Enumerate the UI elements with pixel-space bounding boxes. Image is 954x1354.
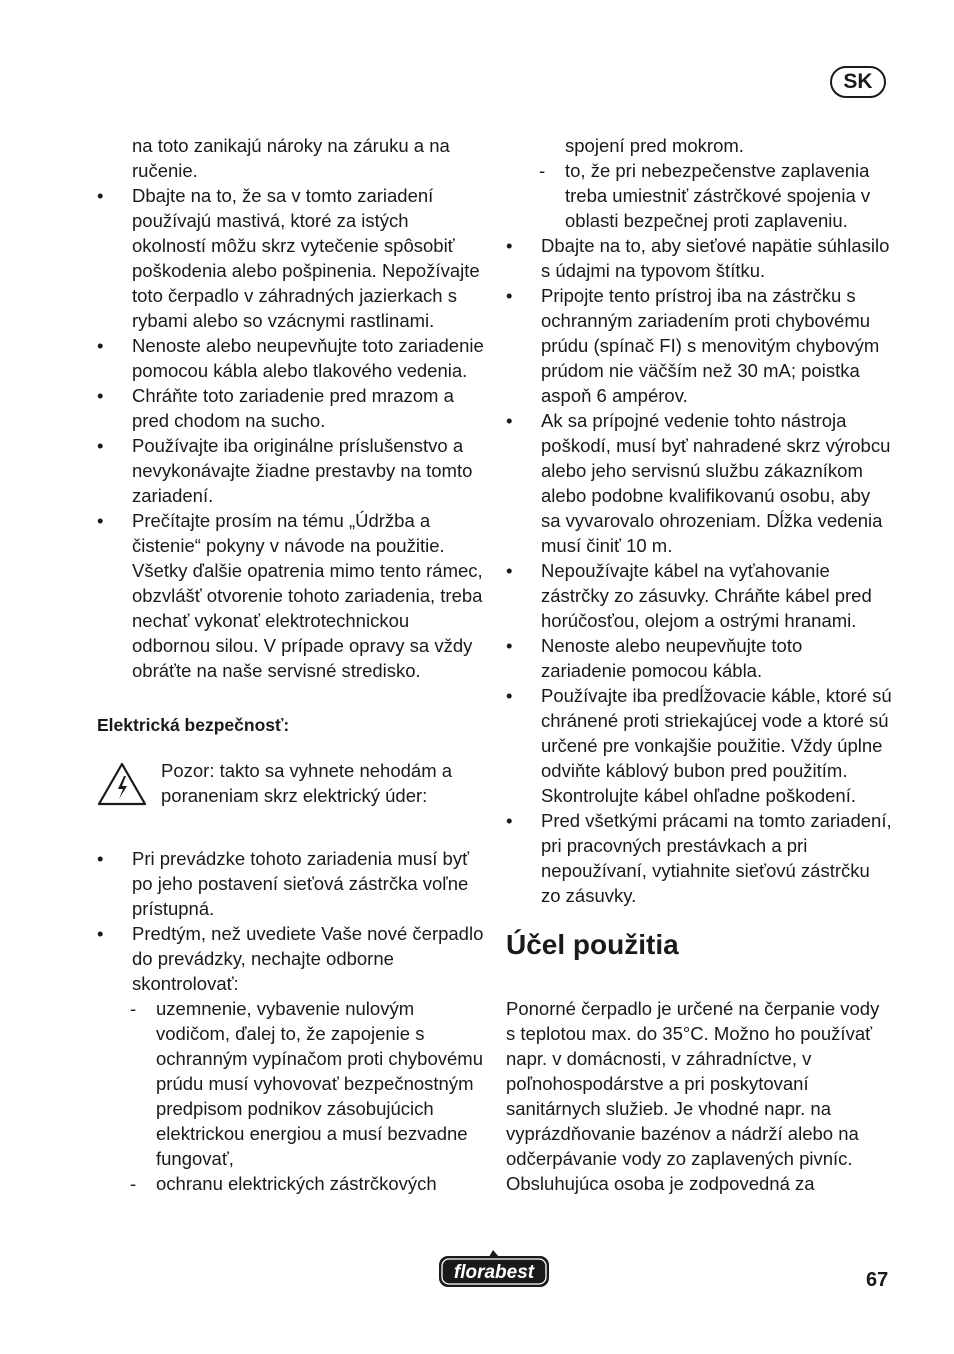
list-item: • Chráňte toto zariadenie pred mrazom a pred chodom na sucho. — [97, 385, 454, 431]
list-item: • Používajte iba originálne príslušenstvo a nevykonávajte žiadne prestavby na tomto zariadení. — [97, 435, 473, 506]
list-item: • Nepoužívajte kábel na vyťahovanie zástrčky zo zásuvky. Chráňte kábel pred horúčosťou, olejom a ostrými hranami. — [506, 560, 872, 631]
list-item: • Pri prevádzke tohoto zariadenia musí byť po jeho postavení sieťová zástrčka voľne prístupná. — [97, 848, 470, 919]
sub-list-item: - to, že pri nebezpečenstve zaplavenia treba umiestniť zástrčkové spojenia v oblasti bezpečnej proti zaplaveniu. — [539, 160, 871, 231]
page-number: 67 — [866, 1269, 889, 1291]
list-item: • Predtým, než uvediete Vaše nové čerpadlo do prevádzky, nechajte odborne skontrolovať: — [97, 923, 484, 994]
logo-text: florabest — [453, 1262, 535, 1283]
sub-list-item: - ochranu elektrických zástrčkových — [130, 1173, 437, 1194]
list-item: • Pred všetkými prácami na tomto zariadení, pri pracovných prestávkach a pri nepoužívaní, vytiahnite sieťovú zástrčku zo zásuvky. — [506, 810, 892, 906]
left-column — [97, 133, 487, 1196]
florabest-logo — [437, 1248, 551, 1290]
list-item: • Ak sa prípojné vedenie tohto nástroja poškodí, musí byť nahradené skrz výrobcu alebo jeho servisnú službu zákazníkom alebo podobne kvalifikovanú osobu, aby sa vyvarovalo ohrozeniam. Dĺžka vedenia musí činiť 10 m. — [506, 410, 891, 556]
list-item: • Nenoste alebo neupevňujte toto zariadenie pomocou kábla. — [506, 635, 803, 681]
paragraph: Obsluhujúca osoba je zodpovedná za — [506, 1173, 815, 1194]
list-item: • Prečítajte prosím na tému „Údržba a čistenie“ pokyny v návode na použitie. Všetky ďalšie opatrenia mimo tento rámec, obzvlášť otvorenie tohoto zariadenia, treba nechať vykonať elektrotechnickou odbornou silou. V prípade opravy sa vždy obráťte na naše servisné stredisko. — [97, 510, 483, 681]
warning-note — [97, 758, 487, 808]
right-column — [506, 133, 892, 1196]
continued-text: spojení pred mokrom. — [565, 135, 744, 156]
sub-list-item: - uzemnenie, vybavenie nulovým vodičom, ďalej to, že zapojenie s ochranným vypínačom proti chybovému prúdu musí vyhovovať bezpečnostným predpisom podnikov zásobujúcich elektrickou energiou a musí bezvadne fungovať, — [130, 998, 483, 1169]
electrical-safety-heading: Elektrická bezpečnosť: — [97, 715, 290, 735]
list-item: • Používajte iba predĺžovacie káble, ktoré sú chránené proti striekajúcej vode a ktoré sú určené pre vonkajšie použitie. Vždy úplne odviňte káblový bubon pred použitím. Skontrolujte kábel ohľadne poškodení. — [506, 685, 892, 806]
list-item: • Dbajte na to, že sa v tomto zariadení používajú mastivá, ktoré za istých okolností môžu skrz vytečenie spôsobiť poškodenia alebo pošpinenia. Nepožívajte toto čerpadlo v záhradných jazierkach s rybami alebo so vzácnymi rastlinami. — [97, 185, 480, 331]
list-item: • Pripojte tento prístroj iba na zástrčku s ochranným zariadením proti chybovému prúdu (spínač FI) s menovitým chybovým prúdom nie väčším než 30 mA; poistka aspoň 6 ampérov. — [506, 285, 880, 406]
list-item: • Nenoste alebo neupevňujte toto zariadenie pomocou kábla alebo tlakového vedenia. — [97, 335, 484, 381]
list-item: • Dbajte na to, aby sieťové napätie súhlasilo s údajmi na typovom štítku. — [506, 235, 890, 281]
continued-text: na toto zanikajú nároky na záruku a na ručenie. — [132, 135, 450, 181]
paragraph: Ponorné čerpadlo je určené na čerpanie vody s teplotou max. do 35°C. Možno ho používať napr. v domácnosti, v záhradníctve, v poľnohospodárstve a pri poskytovaní sanitárnych služieb. Je vhodné napr. na vyprázdňovanie bazénov a nádrží alebo na odčerpávanie vody zo zaplavených pivníc. — [506, 998, 880, 1169]
electric-hazard-icon — [97, 762, 147, 806]
warning-text: Pozor: takto sa vyhnete nehodám a poraneniam skrz elektrický úder: — [161, 760, 453, 806]
section-title: Účel použitia — [506, 929, 679, 960]
language-badge: SK — [830, 66, 886, 98]
